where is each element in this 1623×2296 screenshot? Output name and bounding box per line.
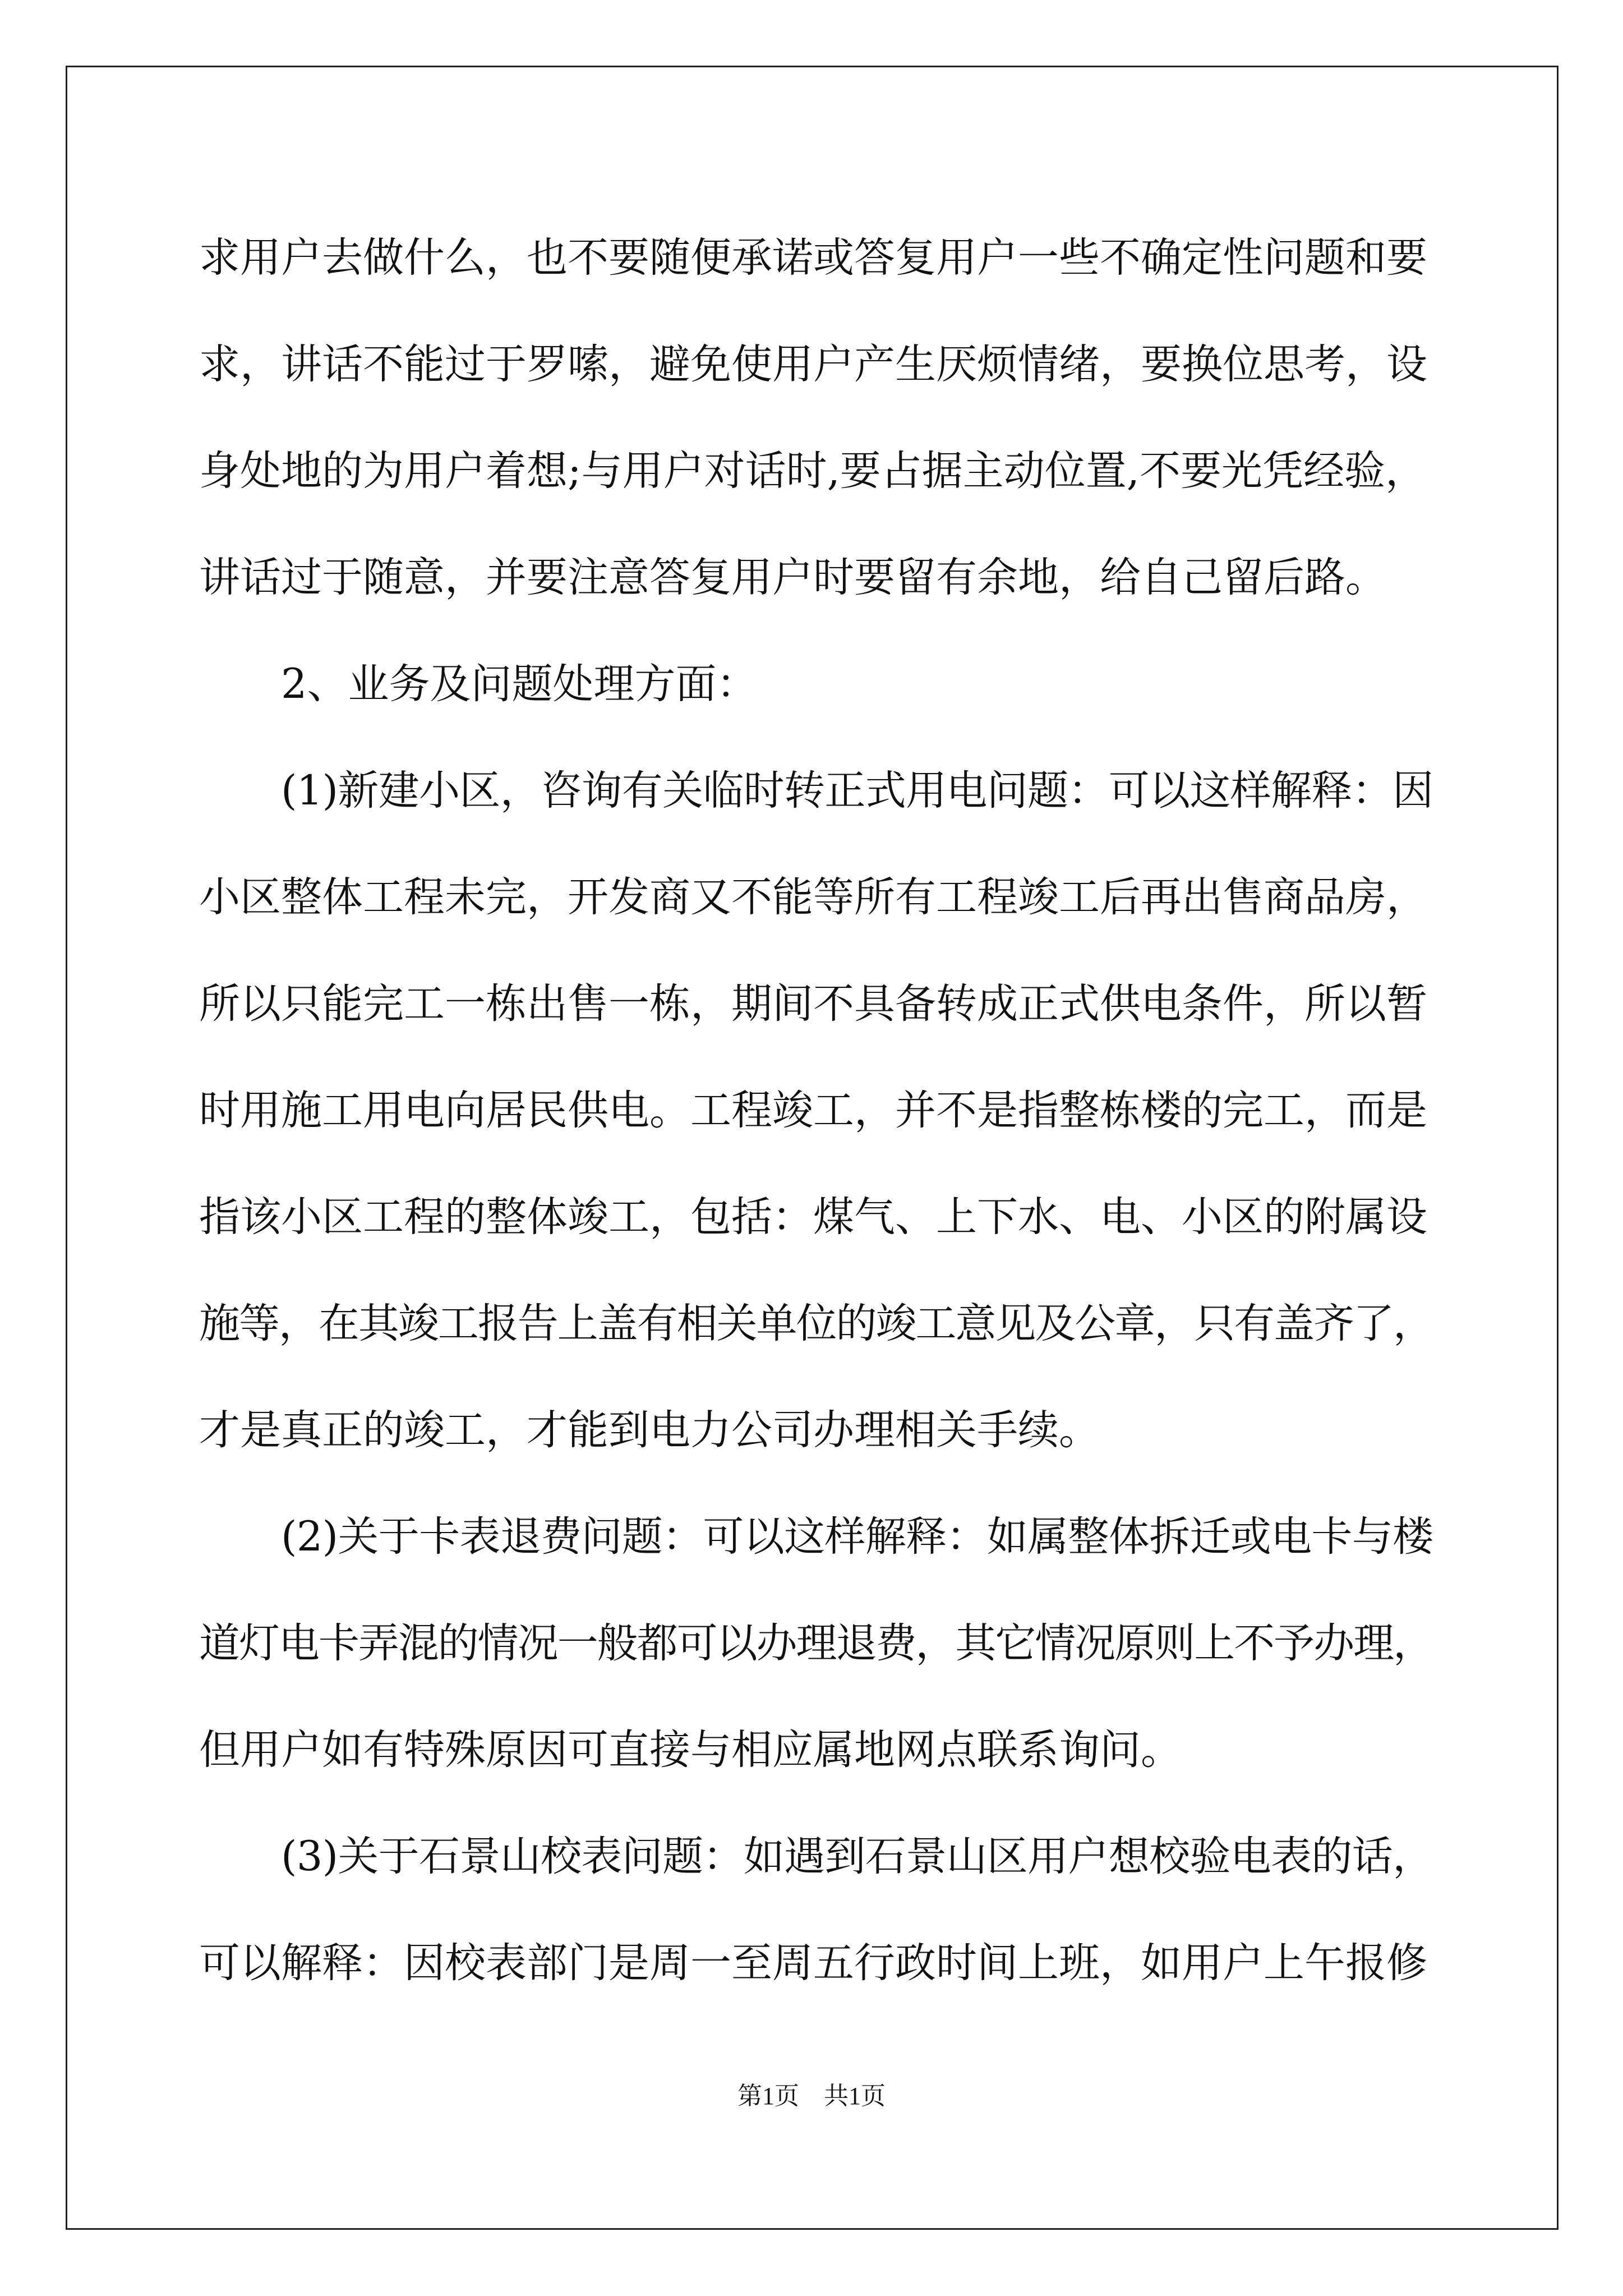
text-line: (2)关于卡表退费问题：可以这样解释：如属整体拆迁或电卡与楼 [281, 1513, 1433, 1561]
page-footer: 第1页 共1页 [737, 2082, 886, 2110]
text-line: (1)新建小区，咨询有关临时转正式用电问题：可以这样解释：因 [281, 767, 1433, 815]
text-line: 施等，在其竣工报告上盖有相关单位的竣工意见及公章，只有盖齐了， [199, 1300, 1433, 1347]
text-line: 道灯电卡弄混的情况一般都可以办理退费，其它情况原则上不予办理， [199, 1619, 1433, 1667]
text-line: 讲话过于随意，并要注意答复用户时要留有余地，给自己留后路。 [199, 554, 1386, 601]
text-line: (3)关于石景山校表问题：如遇到石景山区用户想校验电表的话， [281, 1833, 1433, 1880]
text-line: 求用户去做什么，也不要随便承诺或答复用户一些不确定性问题和要 [199, 234, 1427, 282]
text-line: 求，讲话不能过于罗嗦，避免使用户产生厌烦情绪，要换位思考，设 [199, 341, 1427, 388]
text-line: 指该小区工程的整体竣工，包括：煤气、上下水、电、小区的附属设 [199, 1193, 1427, 1241]
document-body [199, 205, 1433, 2017]
text-line: 2、业务及问题处理方面： [281, 660, 758, 708]
text-line: 才是真正的竣工，才能到电力公司办理相关手续。 [199, 1406, 1100, 1454]
text-line: 时用施工用电向居民供电。工程竣工，并不是指整栋楼的完工，而是 [199, 1087, 1427, 1134]
text-line: 小区整体工程未完，开发商又不能等所有工程竣工后再出售商品房， [199, 873, 1427, 921]
text-line: 身处地的为用户着想;与用户对话时,要占据主动位置,不要光凭经验， [199, 447, 1427, 495]
text-line: 但用户如有特殊原因可直接与相应属地网点联系询问。 [199, 1726, 1182, 1774]
text-line: 可以解释：因校表部门是周一至周五行政时间上班，如用户上午报修 [199, 1939, 1427, 1987]
text-line: 所以只能完工一栋出售一栋，期间不具备转成正式供电条件，所以暂 [199, 980, 1427, 1028]
